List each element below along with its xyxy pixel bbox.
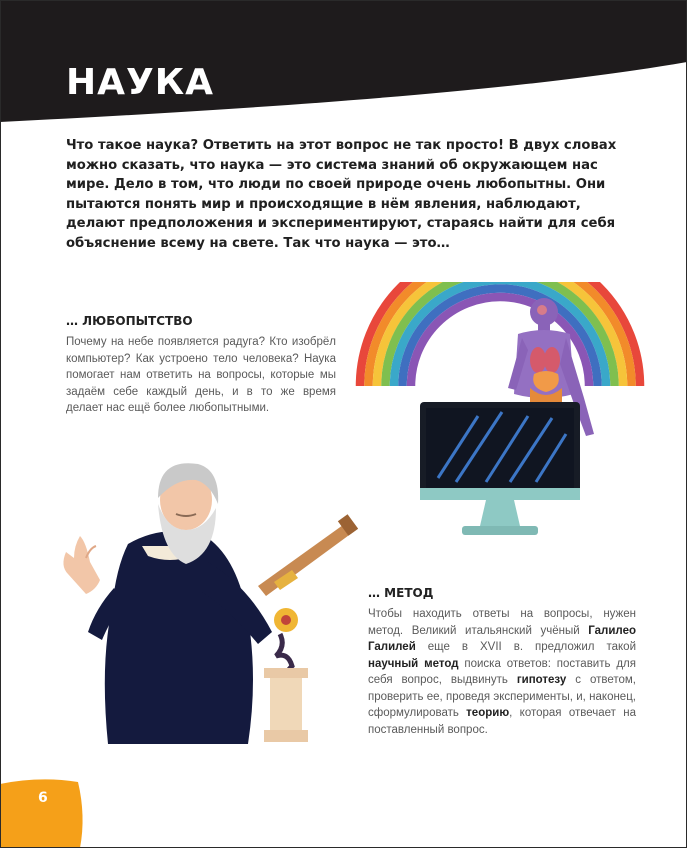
- method-text-5: , которая отвечает на поставленный вопрос.: [368, 707, 636, 736]
- intro-paragraph: Что такое наука? Ответить на этот вопрос не так просто! В двух словах можно сказать, что наука — это система знаний об окружающем нас мире. Дело в том, что люди по своей природе очень любопытны. Они пытаются понять мир и происходящие в нём явления, наблюдают, делают предположения и экспериментируют, стараясь найти для себя объяснение всему на свете. Так что наука — это…: [66, 138, 617, 251]
- method-bold-hypothesis: гипотезу: [516, 674, 567, 686]
- curiosity-heading: … ЛЮБОПЫТСТВО: [66, 314, 193, 328]
- method-bold-galileo: Галилео Галилей: [368, 624, 636, 653]
- page-title: НАУКА: [66, 62, 215, 103]
- method-text-3: поиска ответов: поставить для себя вопрос, выдвинуть: [368, 657, 636, 686]
- method-text-1: Чтобы находить ответы на вопросы, нужен метод. Великий итальянский учёный: [368, 608, 636, 637]
- page-number: 6: [38, 790, 48, 806]
- method-bold-theory: теорию: [466, 707, 510, 719]
- method-text-2: еще в XVII в. предложил такой: [415, 641, 636, 653]
- curiosity-body: Почему на небе появляется радуга? Кто изобрёл компьютер? Как устроено тело человека? Наука помогает нам ответить на вопросы, которые мы задаём себе каждый день, и в то же время делает нас ещё более любопытными.: [66, 336, 336, 414]
- method-heading: … МЕТОД: [368, 586, 434, 600]
- method-text-4: с ответом, проверить ее, проведя эксперименты, и, наконец, сформулировать: [368, 674, 636, 719]
- method-bold-scientific-method: научный метод: [368, 657, 459, 670]
